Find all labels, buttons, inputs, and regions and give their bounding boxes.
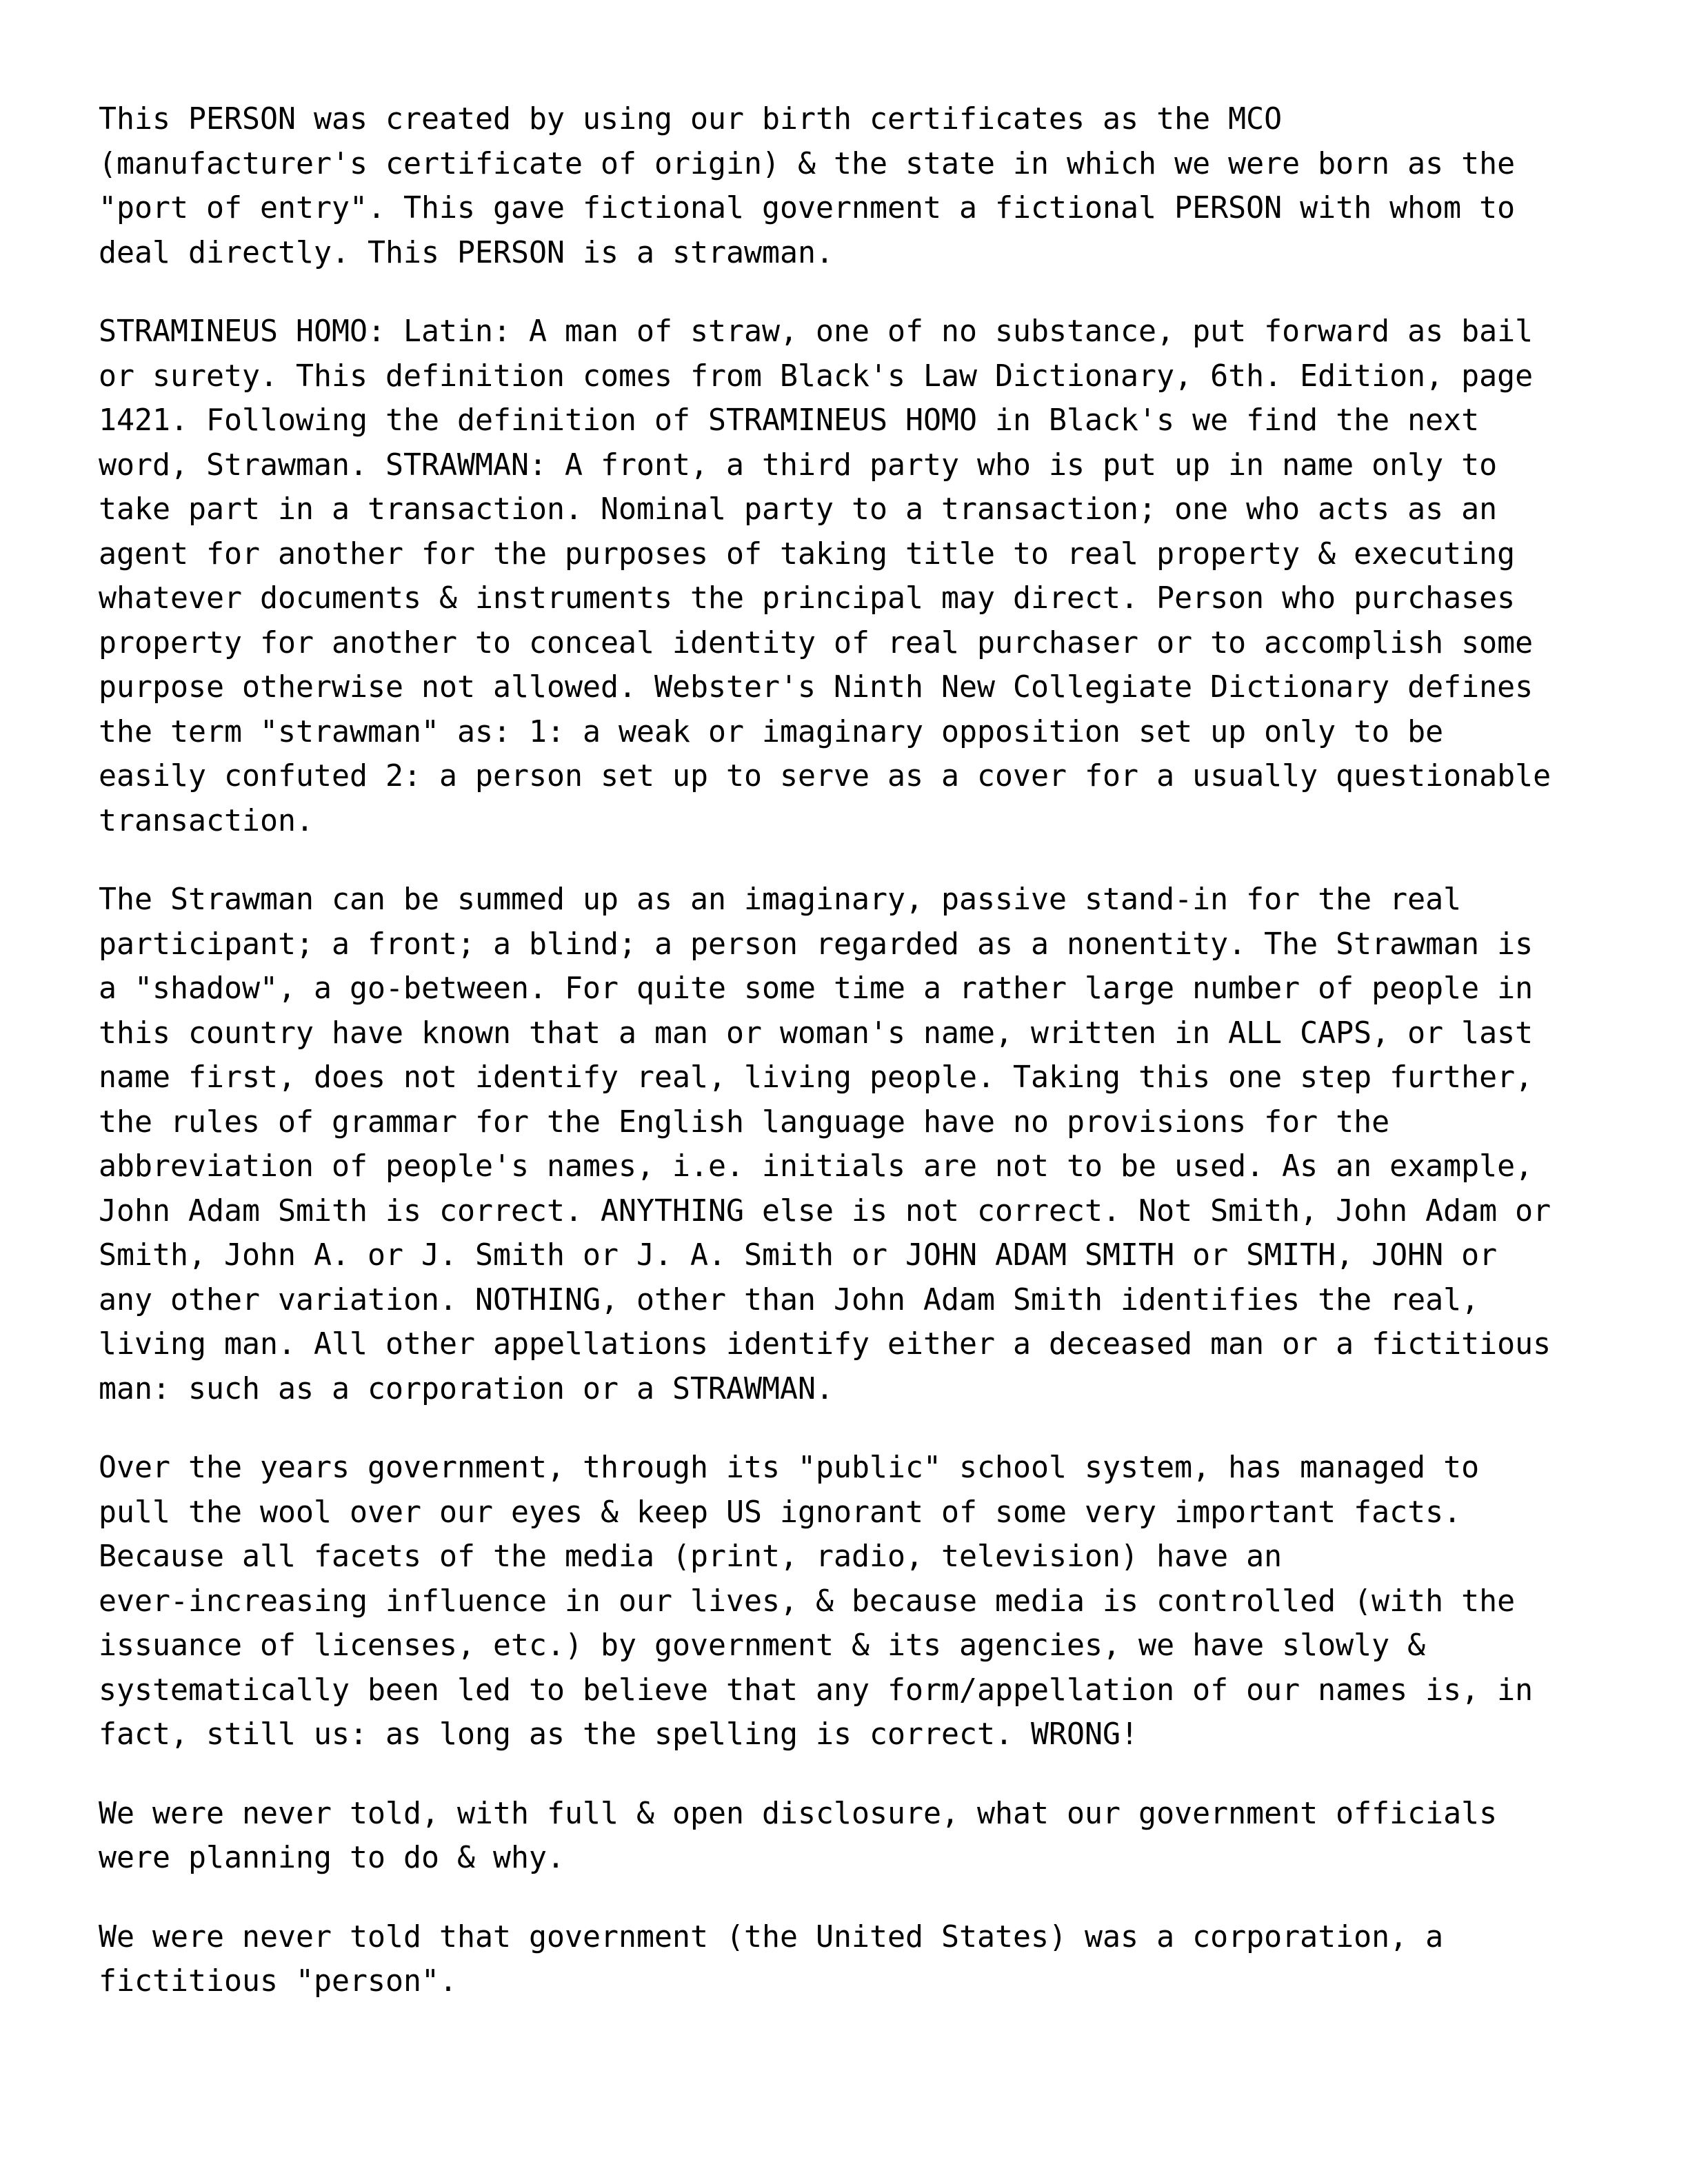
text-line: Over the years government, through its "public" school system, has managed to — [99, 1450, 1480, 1485]
text-line: transaction. — [99, 803, 314, 838]
paragraph — [99, 1446, 1602, 1757]
paragraph — [99, 97, 1602, 275]
text-line: easily confuted 2: a person set up to serve as a cover for a usually questionable — [99, 759, 1551, 793]
text-line: John Adam Smith is correct. ANYTHING else is not correct. Not Smith, John Adam or — [99, 1193, 1551, 1228]
text-line: a "shadow", a go-between. For quite some time a rather large number of people in — [99, 971, 1534, 1006]
paragraph — [99, 1915, 1602, 2004]
text-line: name first, does not identify real, living people. Taking this one step further, — [99, 1060, 1534, 1095]
text-line: agent for another for the purposes of taking title to real property & executing — [99, 536, 1516, 572]
paragraph — [99, 878, 1602, 1411]
text-line: pull the wool over our eyes & keep US ignorant of some very important facts. — [99, 1495, 1462, 1530]
text-line: any other variation. NOTHING, other than John Adam Smith identifies the real, — [99, 1282, 1480, 1317]
text-line: purpose otherwise not allowed. Webster's Ninth New Collegiate Dictionary defines — [99, 670, 1534, 705]
text-line: deal directly. This PERSON is a strawman. — [99, 235, 834, 270]
text-line: or surety. This definition comes from Black's Law Dictionary, 6th. Edition, page — [99, 358, 1534, 394]
text-line: "port of entry". This gave fictional government a fictional PERSON with whom to — [99, 191, 1516, 225]
text-line: fact, still us: as long as the spelling is correct. WRONG! — [99, 1717, 1139, 1752]
text-line: Because all facets of the media (print, radio, television) have an — [99, 1539, 1283, 1574]
text-line: issuance of licenses, etc.) by government & its agencies, we have slowly & — [99, 1628, 1426, 1663]
text-line: fictitious "person". — [99, 1964, 458, 1999]
text-line: The Strawman can be summed up as an imaginary, passive stand-in for the real — [99, 882, 1462, 917]
text-line: systematically been led to believe that any form/appellation of our names is, in — [99, 1672, 1534, 1708]
text-line: property for another to conceal identity of real purchaser or to accomplish some — [99, 625, 1534, 660]
text-line: participant; a front; a blind; a person regarded as a nonentity. The Strawman is — [99, 927, 1534, 962]
text-line: STRAMINEUS HOMO: Latin: A man of straw, one of no substance, put forward as bail — [99, 314, 1534, 349]
text-line: this country have known that a man or woman's name, written in ALL CAPS, or last — [99, 1015, 1534, 1051]
text-line: the rules of grammar for the English language have no provisions for the — [99, 1104, 1390, 1140]
text-line: abbreviation of people's names, i.e. initials are not to be used. As an example, — [99, 1149, 1534, 1184]
text-line: (manufacturer's certificate of origin) & the state in which we were born as the — [99, 146, 1516, 181]
text-line: This PERSON was created by using our birth certificates as the MCO — [99, 102, 1283, 136]
text-line: were planning to do & why. — [99, 1841, 565, 1875]
paragraph — [99, 310, 1602, 843]
text-line: man: such as a corporation or a STRAWMAN. — [99, 1371, 834, 1406]
text-line: take part in a transaction. Nominal party to a transaction; one who acts as an — [99, 492, 1498, 527]
text-page — [99, 97, 1602, 2004]
text-line: ever-increasing influence in our lives, & because media is controlled (with the — [99, 1584, 1516, 1619]
text-line: living man. All other appellations identify either a deceased man or a fictitious — [99, 1327, 1551, 1362]
paragraph — [99, 1792, 1602, 1881]
text-line: We were never told that government (the United States) was a corporation, a — [99, 1919, 1444, 1954]
text-line: Smith, John A. or J. Smith or J. A. Smith or JOHN ADAM SMITH or SMITH, JOHN or — [99, 1238, 1498, 1273]
text-line: 1421. Following the definition of STRAMINEUS HOMO in Black's we find the next — [99, 403, 1480, 438]
text-line: the term "strawman" as: 1: a weak or imaginary opposition set up only to be — [99, 714, 1444, 749]
text-line: word, Strawman. STRAWMAN: A front, a third party who is put up in name only to — [99, 447, 1498, 483]
text-line: whatever documents & instruments the principal may direct. Person who purchases — [99, 581, 1516, 616]
text-line: We were never told, with full & open disclosure, what our government officials — [99, 1796, 1498, 1831]
